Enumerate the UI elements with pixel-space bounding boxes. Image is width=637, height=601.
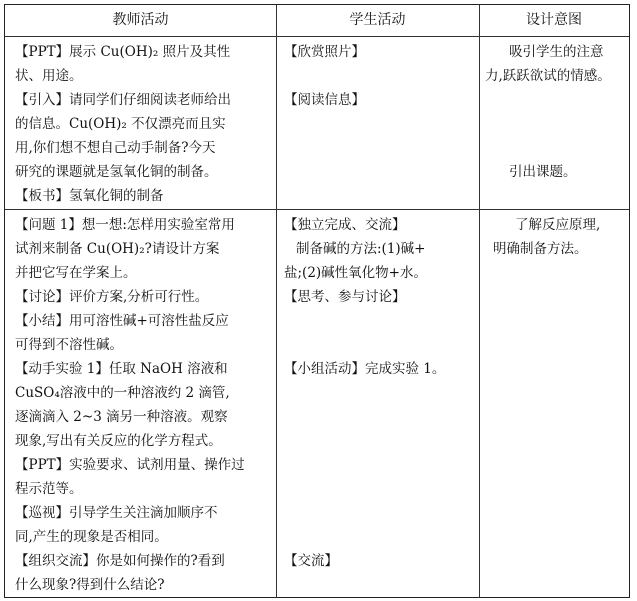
- text-line: [485, 112, 611, 136]
- row1-design-cell: [485, 40, 611, 184]
- text-line: [284, 429, 445, 453]
- text-line: [284, 501, 445, 525]
- text-line: 吸引学生的注意: [509, 44, 604, 60]
- text-line: 【问题 1】想一想:怎样用实验室常用: [15, 217, 235, 233]
- text-line: 研究的课题就是氢氧化铜的制备。: [15, 164, 218, 180]
- row2-teacher-cell: [15, 213, 245, 597]
- text-line: 试剂来制备 Cu(OH)₂?请设计方案: [15, 241, 220, 257]
- text-line: 【组织交流】你是如何操作的?看到: [15, 553, 225, 569]
- text-line: 可得到不溶性碱。: [15, 337, 123, 353]
- text-line: 【PPT】展示 Cu(OH)₂ 照片及其性: [15, 44, 231, 60]
- header-teacher-activity: 教师活动: [112, 12, 169, 28]
- text-line: 力,跃跃欲试的情感。: [485, 68, 611, 84]
- text-line: 的信息。Cu(OH)₂ 不仅漂亮而且实: [15, 116, 226, 132]
- text-line: 【阅读信息】: [284, 92, 365, 108]
- text-line: 什么现象?得到什么结论?: [15, 577, 165, 593]
- text-line: 【动手实验 1】任取 NaOH 溶液和: [15, 361, 228, 377]
- row2-student-cell: [284, 213, 445, 573]
- text-line: [284, 333, 445, 357]
- text-line: 现象,写出有关反应的化学方程式。: [15, 433, 222, 449]
- text-line: [485, 88, 611, 112]
- text-line: 逐滴滴入 2~3 滴另一种溶液。观察: [15, 409, 228, 425]
- text-line: [284, 309, 445, 333]
- text-line: [284, 381, 445, 405]
- text-line: 了解反应原理,: [515, 217, 601, 233]
- text-line: [284, 525, 445, 549]
- text-line: 引出课题。: [509, 164, 577, 180]
- row1-teacher-cell: [15, 40, 231, 208]
- text-line: 【PPT】实验要求、试剂用量、操作过: [15, 457, 245, 473]
- text-line: 制备碱的方法:(1)碱+: [296, 241, 426, 257]
- text-line: 明确制备方法。: [493, 241, 588, 257]
- header-design-intent: 设计意图: [526, 12, 582, 28]
- text-line: [284, 453, 445, 477]
- text-line: 同,产生的现象是否相同。: [15, 529, 168, 545]
- text-line: 【思考、参与讨论】: [284, 289, 406, 305]
- header-student-activity: 学生活动: [349, 12, 406, 28]
- text-line: 程示范等。: [15, 481, 83, 497]
- text-line: 【板书】氢氧化铜的制备: [15, 188, 164, 204]
- text-line: 【小组活动】完成实验 1。: [284, 361, 446, 377]
- text-line: [485, 136, 611, 160]
- row-divider: [5, 36, 629, 37]
- column-divider: [276, 5, 277, 597]
- text-line: 【巡视】引导学生关注滴加顺序不: [15, 505, 218, 521]
- text-line: 用,你们想不想自己动手制备?今天: [15, 140, 216, 156]
- text-line: 【讨论】评价方案,分析可行性。: [15, 289, 209, 305]
- text-line: [284, 477, 445, 501]
- row2-design-cell: [485, 213, 600, 261]
- text-line: 状、用途。: [15, 68, 83, 84]
- text-line: [284, 64, 365, 88]
- text-line: 【欣赏照片】: [284, 44, 365, 60]
- column-divider: [479, 5, 480, 597]
- lesson-plan-table: [4, 4, 630, 598]
- text-line: CuSO₄溶液中的一种溶液约 2 滴管,: [15, 385, 230, 401]
- text-line: 【小结】用可溶性碱+可溶性盐反应: [15, 313, 229, 329]
- text-line: [284, 405, 445, 429]
- text-line: 并把它写在学案上。: [15, 265, 137, 281]
- text-line: 【引入】请同学们仔细阅读老师给出: [15, 92, 231, 108]
- text-line: 【独立完成、交流】: [284, 217, 406, 233]
- row1-student-cell: [284, 40, 365, 112]
- text-line: 【交流】: [284, 553, 338, 569]
- row-divider: [5, 209, 629, 210]
- text-line: 盐;(2)碱性氧化物+水。: [284, 265, 427, 281]
